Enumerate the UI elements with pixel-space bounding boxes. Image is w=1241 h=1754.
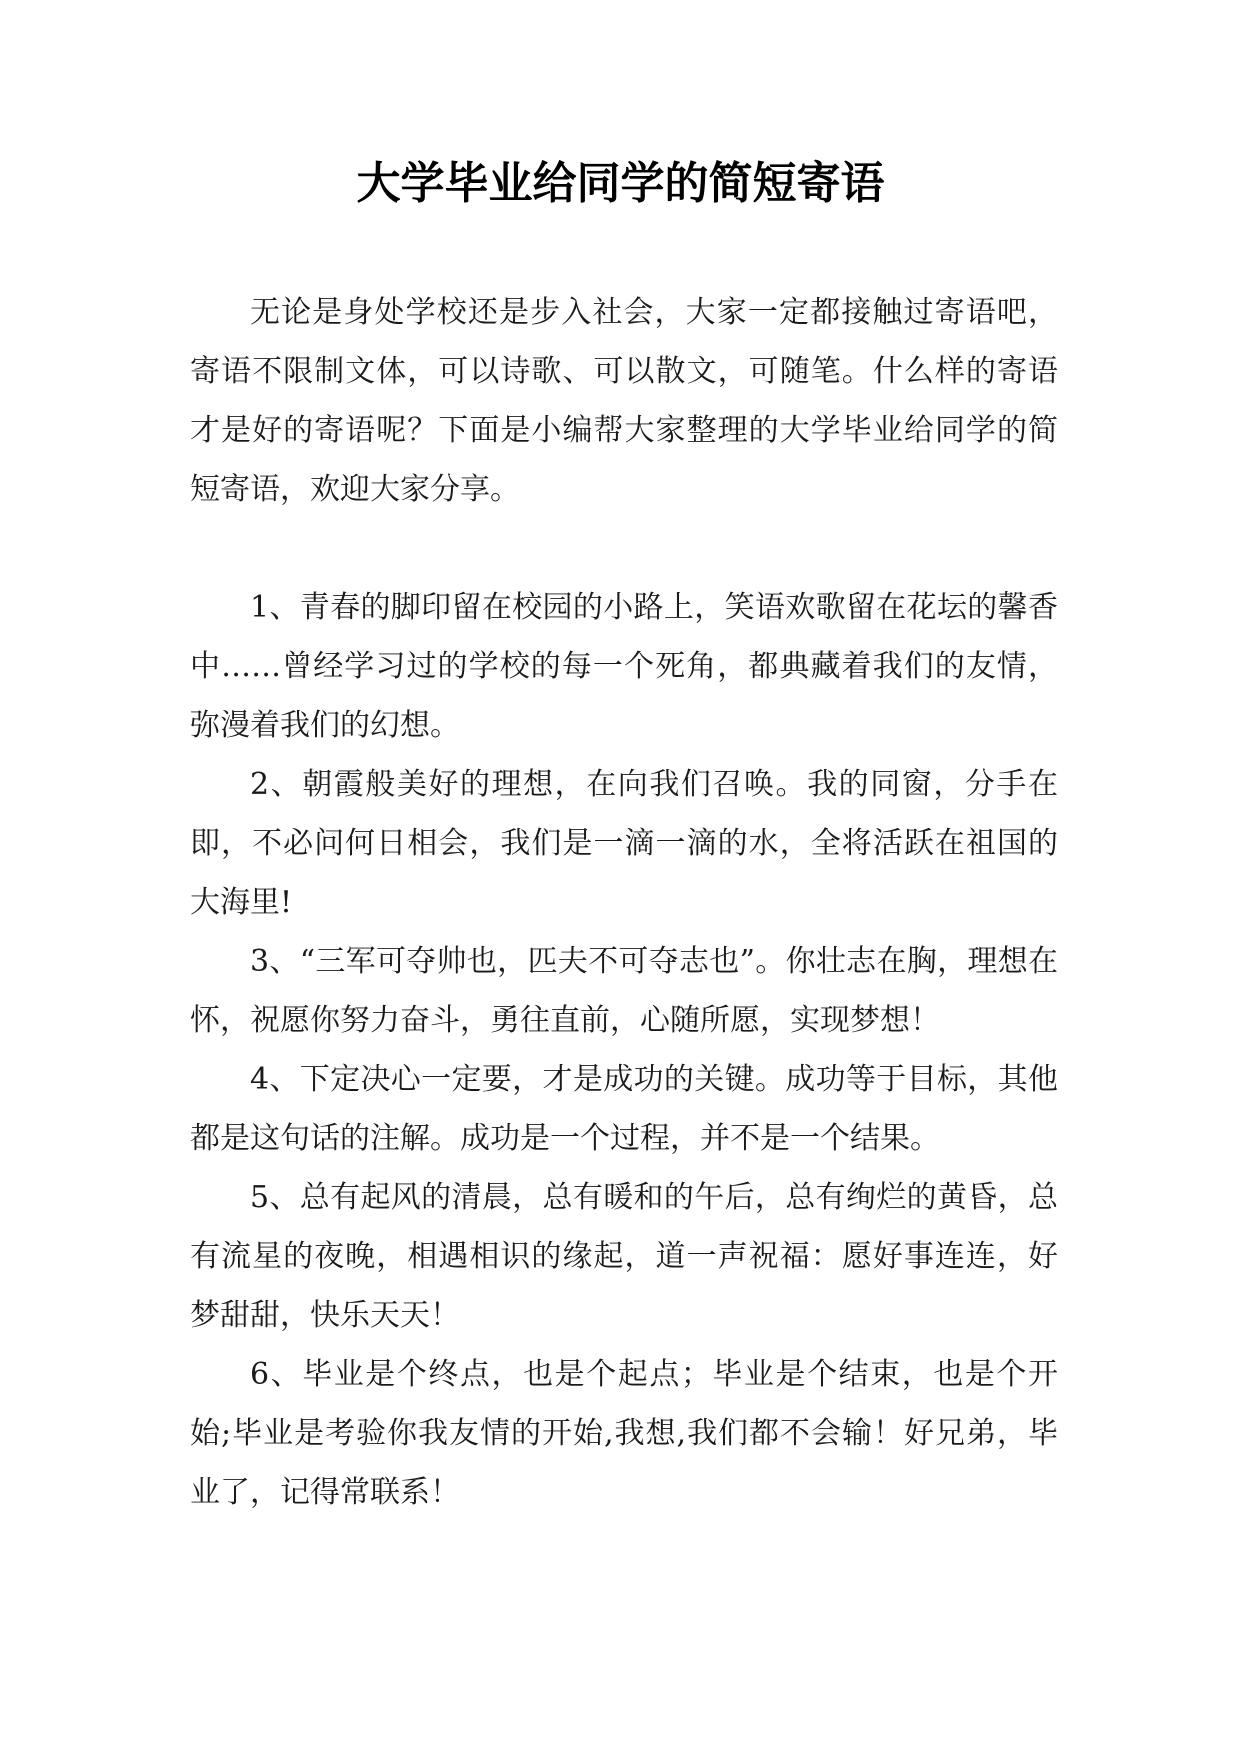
message-paragraph-5: 5、总有起风的清晨，总有暖和的午后，总有绚烂的黄昏，总有流星的夜晚，相遇相识的缘起，道一声祝福：愿好事连连，好梦甜甜，快乐天天！	[190, 1180, 1058, 1333]
message-paragraph-1: 1、青春的脚印留在校园的小路上，笑语欢歌留在花坛的馨香中……曾经学习过的学校的每一个死角，都典藏着我们的友情，弥漫着我们的幻想。	[190, 590, 1058, 743]
message-paragraph-4: 4、下定决心一定要，才是成功的关键。成功等于目标，其他都是这句话的注解。成功是一个过程，并不是一个结果。	[190, 1062, 1058, 1156]
message-paragraph-2: 2、朝霞般美好的理想，在向我们召唤。我的同窗，分手在即，不必问何日相会，我们是一滴一滴的水，全将活跃在祖国的大海里!	[190, 767, 1058, 920]
document-body	[190, 283, 1058, 1522]
document-title: 大学毕业给同学的简短寄语	[356, 158, 885, 209]
message-paragraph-6: 6、毕业是个终点，也是个起点；毕业是个结束，也是个开始;毕业是考验你我友情的开始,我想,我们都不会输！好兄弟，毕业了，记得常联系！	[190, 1357, 1058, 1510]
intro-paragraph: 无论是身处学校还是步入社会，大家一定都接触过寄语吧，寄语不限制文体，可以诗歌、可以散文，可随笔。什么样的寄语才是好的寄语呢？下面是小编帮大家整理的大学毕业给同学的简短寄语，欢迎大家分享。	[190, 295, 1058, 507]
message-paragraph-3: 3、“三军可夺帅也，匹夫不可夺志也”。你壮志在胸，理想在怀，祝愿你努力奋斗，勇往直前，心随所愿，实现梦想！	[190, 944, 1058, 1038]
